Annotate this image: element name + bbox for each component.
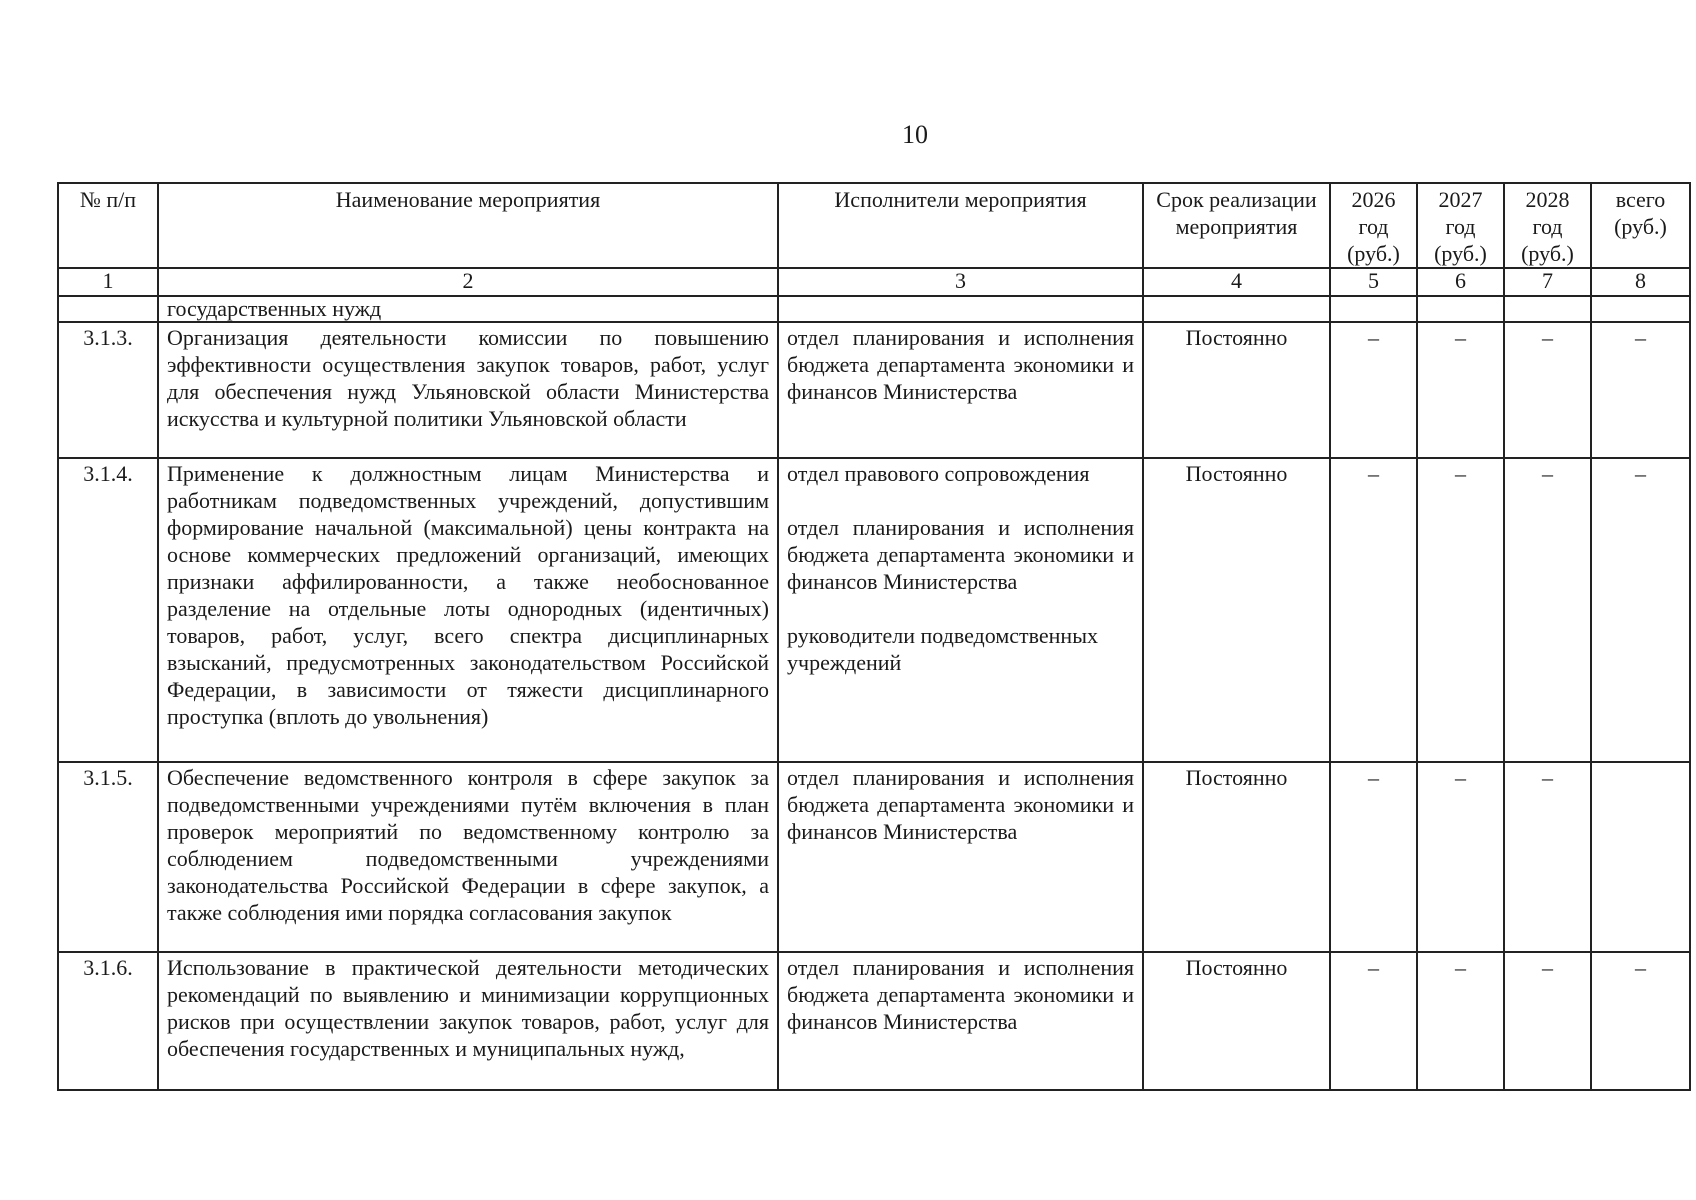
row-number: 3.1.6. <box>58 952 158 1090</box>
row-number: 3.1.3. <box>58 322 158 458</box>
amount-2026: – <box>1330 458 1417 762</box>
executor-entry: отдел планирования и исполнения бюджета департамента экономики и финансов Министерства <box>787 765 1134 844</box>
executors <box>778 458 1143 762</box>
header-name: Наименование мероприятия <box>158 183 778 268</box>
amount-2026: – <box>1330 952 1417 1090</box>
continuation-text: государственных нужд <box>158 296 778 322</box>
executor-entry: отдел планирования и исполнения бюджета департамента экономики и финансов Министерства <box>787 955 1134 1034</box>
executor-entry: руководители подведомственных учреждений <box>787 623 1098 675</box>
header-2026: 2026 год (руб.) <box>1330 183 1417 268</box>
column-index: 3 <box>778 268 1143 296</box>
column-index: 2 <box>158 268 778 296</box>
page-number: 10 <box>902 120 928 149</box>
amount-2028: – <box>1504 762 1591 952</box>
amount-2028: – <box>1504 458 1591 762</box>
amount-2028: – <box>1504 322 1591 458</box>
column-index: 1 <box>58 268 158 296</box>
measure-name: Применение к должностным лицам Министерства и работникам подведомственных учреждений, допустившим формирование начальной (максимальной) цены контракта на основе коммерческих предложений организаций, имеющих признаки аффилированности, а также необоснованное разделение на отдельные лоты однородных (идентичных) товаров, работ, услуг, всего спектра дисциплинарных взысканий, предусмотренных законодательством Российской Федерации, в зависимости от тяжести дисциплинарного проступка (вплоть до увольнения) <box>158 458 778 762</box>
continuation-row <box>58 296 1690 322</box>
amount-total: – <box>1591 458 1690 762</box>
amount-2027: – <box>1417 762 1504 952</box>
executor-entry: отдел планирования и исполнения бюджета департамента экономики и финансов Министерства <box>787 325 1134 404</box>
measure-name: Организация деятельности комиссии по повышению эффективности осуществления закупок товаров, работ, услуг для обеспечения нужд Ульяновской области Министерства искусства и культурной политики Ульяновской области <box>158 322 778 458</box>
executors <box>778 762 1143 952</box>
amount-2028: – <box>1504 952 1591 1090</box>
term: Постоянно <box>1143 322 1330 458</box>
executors <box>778 322 1143 458</box>
measure-name: Обеспечение ведомственного контроля в сфере закупок за подведомственными учреждениями путём включения в план проверок мероприятий по ведомственному контролю за соблюдением подведомственными учреждениями законодательства Российской Федерации в сфере закупок, а также соблюдения ими порядка согласования закупок <box>158 762 778 952</box>
header-2028: 2028 год (руб.) <box>1504 183 1591 268</box>
amount-2027: – <box>1417 322 1504 458</box>
amount-2027: – <box>1417 952 1504 1090</box>
header-executors: Исполнители мероприятия <box>778 183 1143 268</box>
row-number: 3.1.4. <box>58 458 158 762</box>
header-2027: 2027 год (руб.) <box>1417 183 1504 268</box>
measure-name: Использование в практической деятельности методических рекомендаций по выявлению и минимизации коррупционных рисков при осуществлении закупок товаров, работ, услуг для обеспечения государственных и муниципальных нужд, <box>158 952 778 1090</box>
amount-total: – <box>1591 952 1690 1090</box>
column-index: 8 <box>1591 268 1690 296</box>
amount-2026: – <box>1330 762 1417 952</box>
column-index: 4 <box>1143 268 1330 296</box>
executors <box>778 952 1143 1090</box>
amount-2026: – <box>1330 322 1417 458</box>
table-row <box>58 762 1690 952</box>
measures-table <box>57 182 1691 1091</box>
column-index: 5 <box>1330 268 1417 296</box>
row-number: 3.1.5. <box>58 762 158 952</box>
term: Постоянно <box>1143 762 1330 952</box>
term: Постоянно <box>1143 952 1330 1090</box>
amount-total: – <box>1591 322 1690 458</box>
column-index: 7 <box>1504 268 1591 296</box>
term: Постоянно <box>1143 458 1330 762</box>
header-term: Срок реализации мероприятия <box>1143 183 1330 268</box>
executor-entry: отдел планирования и исполнения бюджета департамента экономики и финансов Министерства <box>787 515 1134 594</box>
amount-total <box>1591 762 1690 952</box>
column-index: 6 <box>1417 268 1504 296</box>
table-row <box>58 322 1690 458</box>
header-row <box>58 183 1690 268</box>
executor-entry: отдел правового сопровождения <box>787 461 1090 486</box>
table-row <box>58 952 1690 1090</box>
column-index-row <box>58 268 1690 296</box>
amount-2027: – <box>1417 458 1504 762</box>
header-num: № п/п <box>58 183 158 268</box>
header-total: всего (руб.) <box>1591 183 1690 268</box>
table-row <box>58 458 1690 762</box>
